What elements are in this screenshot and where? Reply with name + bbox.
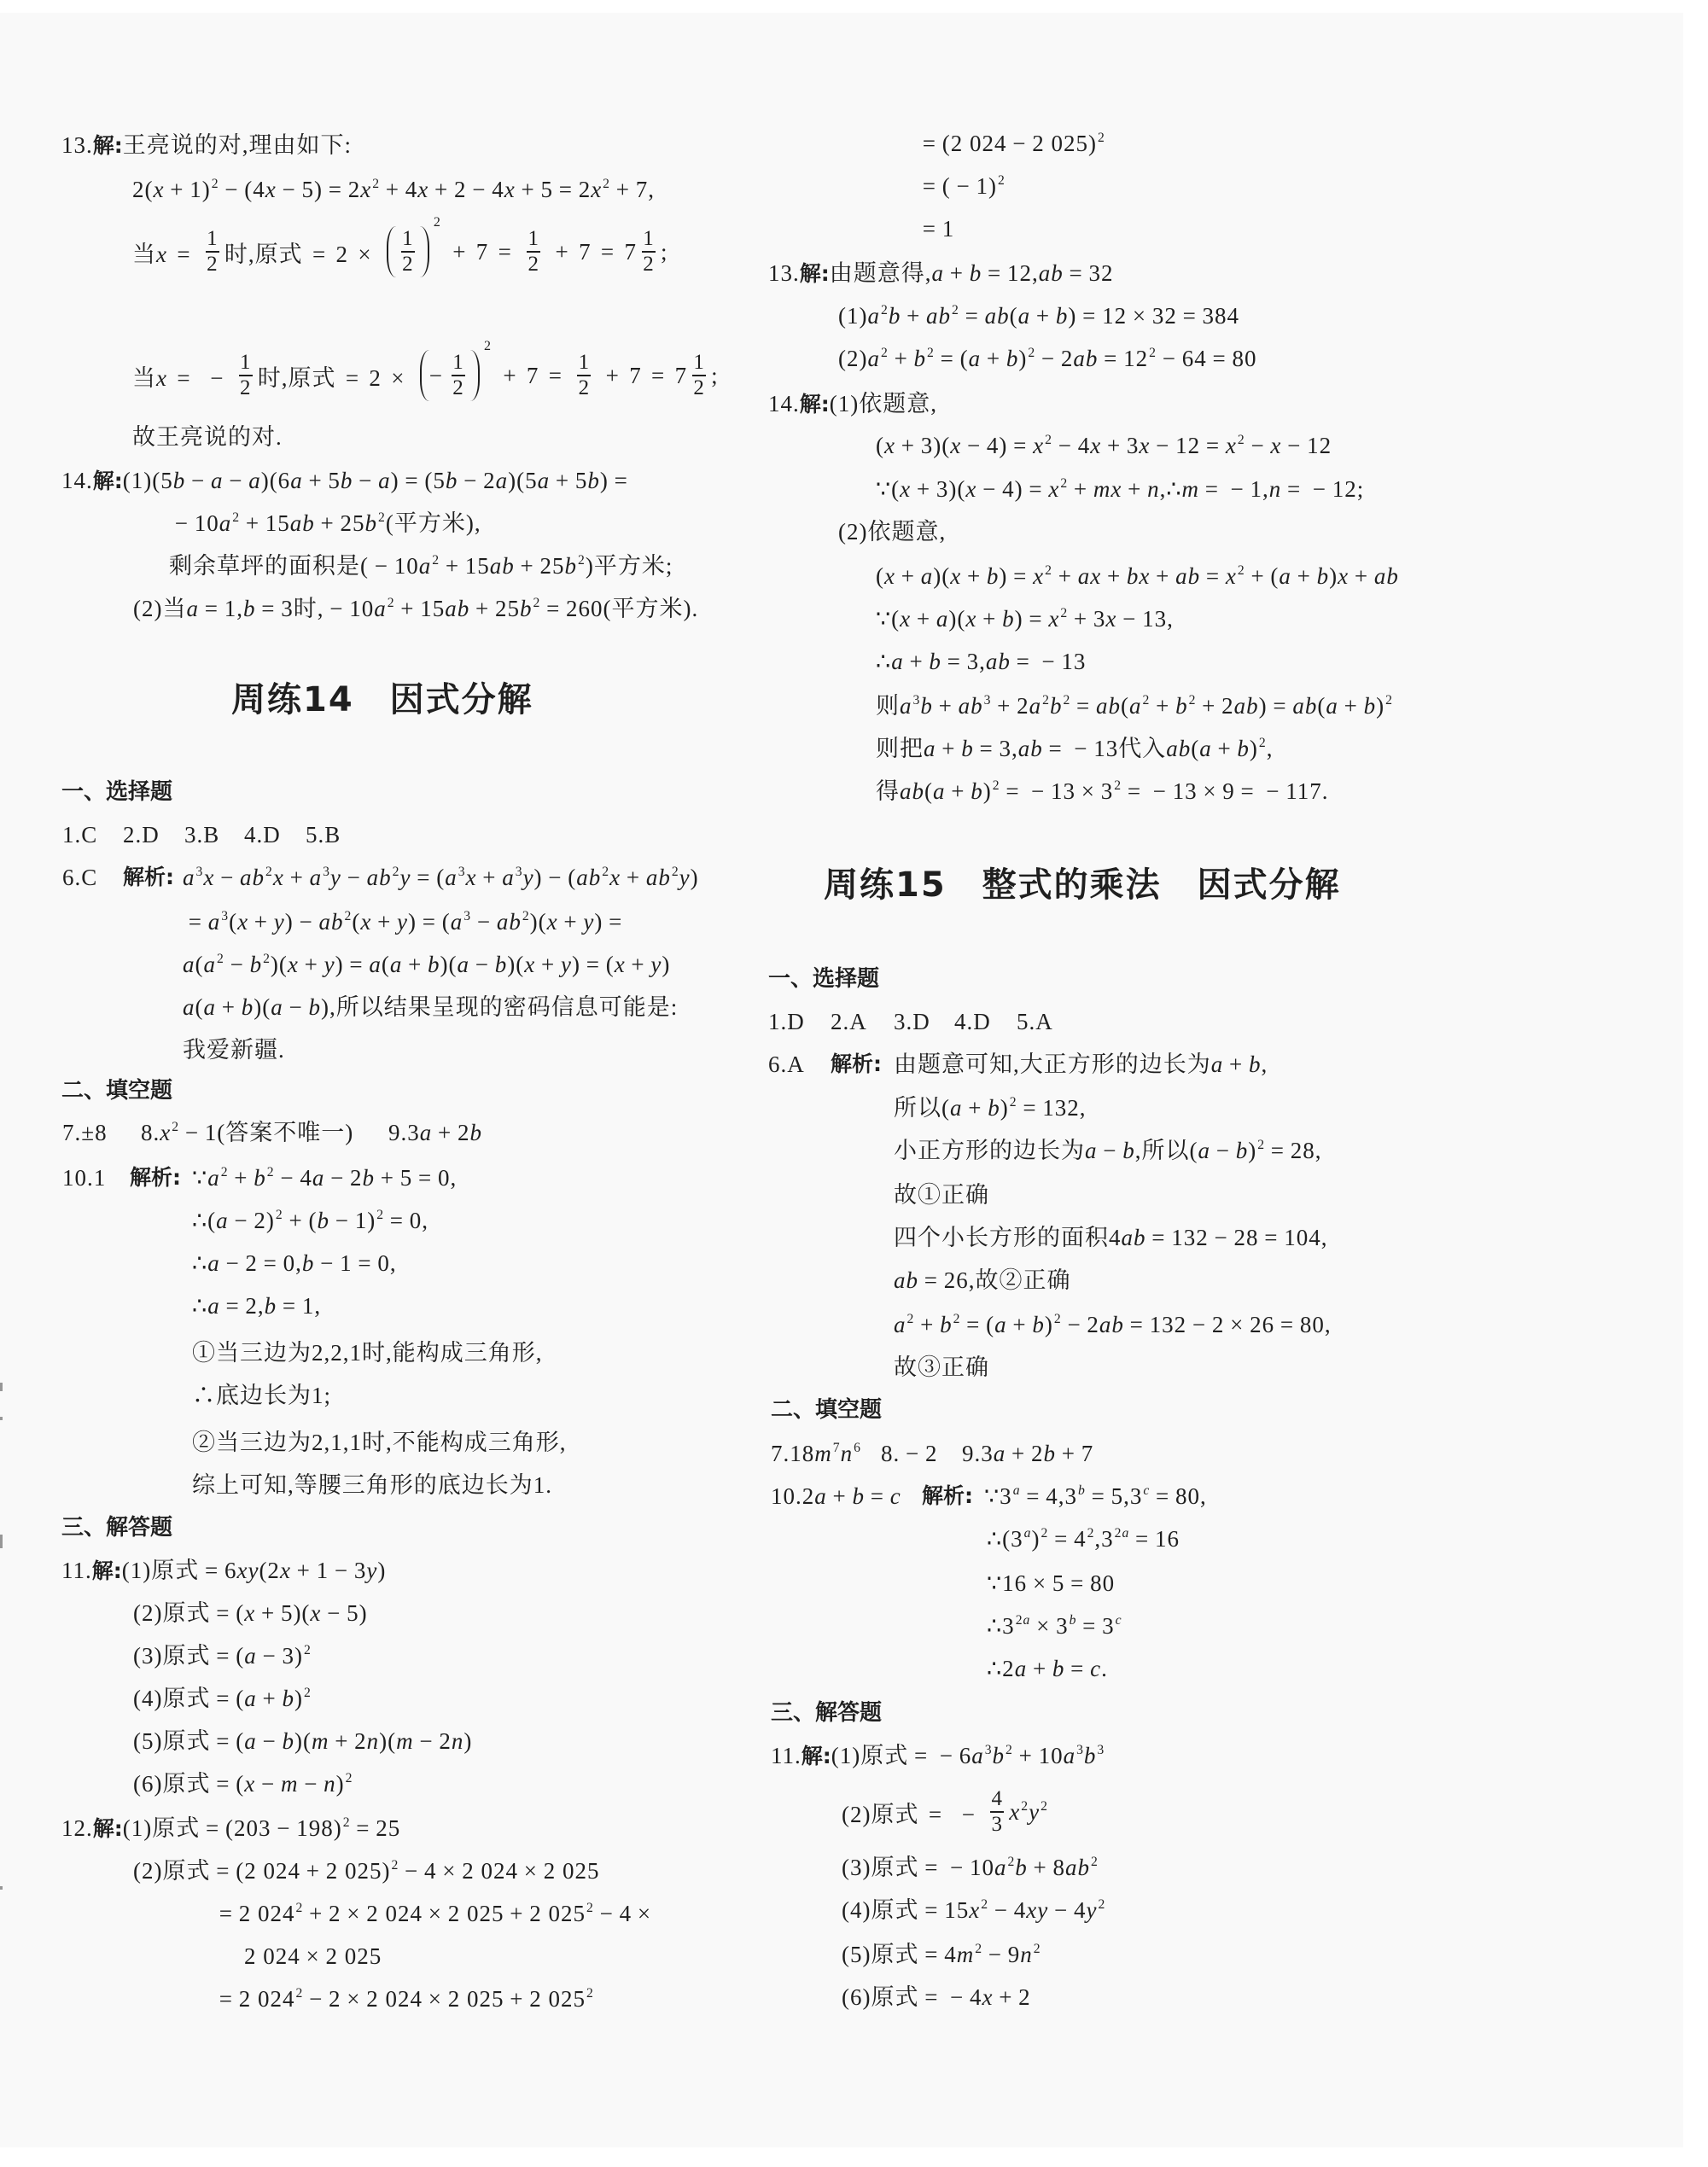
analysis-line xyxy=(183,992,678,1022)
solution-line xyxy=(169,550,673,581)
numerator: 1 xyxy=(402,227,414,250)
analysis-label: 解析: xyxy=(831,1051,882,1076)
solution-line xyxy=(133,1855,599,1886)
fill-answer xyxy=(62,1117,108,1148)
choice-answer xyxy=(123,819,160,850)
solution-line xyxy=(842,1895,1105,1925)
q13-header-line xyxy=(61,130,352,160)
analysis-text: ②当三边为2,1,1时,不能构成三角形, xyxy=(192,1430,567,1455)
analysis-text: ∴(a − $2)^2 + (b - 1)^2 = 0$, xyxy=(192,1208,429,1233)
solution-text: = 2 $024^2 - 2 \times 2$ 024 × 2 025 + 2 $025^2$ xyxy=(219,1986,594,2012)
analysis-line xyxy=(192,1162,457,1193)
solution-text: $(x + 3)(x - 4) = x^2 - 4x + 3x - 12 = x^2 - x - 12$ xyxy=(876,433,1332,458)
answer-text: 5.A xyxy=(1017,1009,1053,1034)
answer-text: $7.18m^7n^6$ xyxy=(771,1441,861,1466)
analysis-text: $a^3x - ab^2x + a^3y - ab^2y = (a^3x + a^3y) - (ab^2x + ab^2y)$ xyxy=(183,865,699,890)
answer-text: 10.1 xyxy=(62,1165,107,1191)
solution-line xyxy=(876,474,1364,504)
solution-fraction-line xyxy=(842,1782,1048,1842)
fraction xyxy=(206,228,219,276)
answer-text: 3.D xyxy=(894,1009,930,1034)
solution-line xyxy=(133,1768,353,1799)
analysis-line xyxy=(987,1653,1108,1684)
solution-label: 解: xyxy=(799,392,830,417)
analysis-line xyxy=(894,1049,1268,1080)
section-heading-fill: 二、填空题 xyxy=(61,1078,173,1104)
solution-text: (4)原式 = $(a + b)^2$ xyxy=(133,1686,312,1711)
solution-text: = (2 024 − 2 025)$^2$ xyxy=(922,131,1105,156)
solution-text: (1)原式 = $(203 - 198)^2 = 25$ xyxy=(122,1815,401,1841)
text-segment: + 7 = xyxy=(503,362,563,388)
analysis-line xyxy=(192,1290,321,1321)
analysis-text: = $a^3(x + y) - ab^2(x + y) = (a^3 - ab^2)(x + y)$ = xyxy=(188,909,623,935)
analysis-text: 小正方形的边长为a − b,所以$(a - b)^2 = 28$, xyxy=(894,1138,1322,1163)
text-segment: 当x = xyxy=(132,241,191,267)
solution-line xyxy=(917,171,1006,201)
q14-header-line xyxy=(61,465,634,496)
fraction xyxy=(401,228,415,276)
analysis-label-line xyxy=(831,1049,882,1080)
solution-line xyxy=(842,1939,1041,1970)
answer-text: 10.2a + b = c xyxy=(771,1483,901,1509)
analysis-line xyxy=(894,1180,989,1210)
analysis-text: $\therefore(3^a)^2 = 4^2,3^{2a} = 16$ xyxy=(987,1526,1180,1552)
analysis-text: $\because a^2 + b^2 - 4a - 2b + 5 = 0$, xyxy=(192,1165,458,1191)
answer-text: $8.x^2 - 1$(答案不唯一) xyxy=(141,1120,354,1145)
fraction xyxy=(452,352,465,399)
section-heading-choice: 一、选择题 xyxy=(768,966,880,992)
question-number: 11. xyxy=(61,1558,92,1583)
solution-line xyxy=(838,516,946,547)
denominator: 2 xyxy=(528,253,539,276)
choice-answer xyxy=(244,819,281,850)
analysis-text: 综上可知,等腰三角形的底边长为1. xyxy=(192,1472,552,1498)
page-title-week14: 周练14 因式分解 xyxy=(231,680,533,719)
analysis-line xyxy=(183,906,628,937)
solution-text: (2)原式 = (2 024 + 2 025)$^2$ − 4 × 2 024 × 2 025 xyxy=(133,1858,600,1884)
denominator: 2 xyxy=(207,253,219,276)
solution-line xyxy=(876,430,1332,461)
choice-answer xyxy=(894,1006,930,1037)
solution-text: ∴a + b = 3,ab = − 13 xyxy=(876,649,1087,674)
solution-line xyxy=(132,422,283,452)
denominator: 2 xyxy=(693,376,705,399)
text-segment: + 7 = 7 xyxy=(555,238,637,265)
q10-answer xyxy=(62,1162,106,1193)
solution-text: ∵(x + $3)(x - 4) = x^2$ + mx + n,∴m = − 1,n = − 12; xyxy=(876,476,1365,502)
choice-answer xyxy=(1017,1006,1053,1037)
analysis-line xyxy=(192,1470,552,1500)
analysis-text: 由题意可知,大正方形的边长为a + b, xyxy=(894,1051,1268,1077)
solution-text: = 2 $024^2 + 2 \times 2$ 024 × 2 025 + 2 $025^2 - 4$ × xyxy=(219,1901,652,1926)
answer-text: 1.D xyxy=(768,1009,805,1034)
text-segment: 时,原式 = 2 × xyxy=(224,241,372,267)
analysis-label: 解析: xyxy=(130,1165,181,1190)
answer-text: 9.3a + 2b + 7 xyxy=(962,1441,1094,1466)
solution-text: (1)原式 = − $6a^3b^2 + 10a^3b^3$ xyxy=(831,1743,1105,1768)
analysis-text: ①当三边为2,2,1时,能构成三角形, xyxy=(192,1340,543,1366)
analysis-line xyxy=(183,862,699,893)
solution-line xyxy=(876,733,1274,764)
solution-text: (3)原式 = − $10a^2b + 8ab^2$ xyxy=(842,1855,1099,1880)
q11-header-line xyxy=(771,1740,1105,1771)
solution-text: 由题意得,a + b = 12,ab = 32 xyxy=(829,260,1114,286)
q13-header-line xyxy=(768,258,1113,288)
solution-text: 2 024 × 2 025 xyxy=(244,1943,382,1969)
analysis-line xyxy=(192,1427,567,1458)
conclusion-text: 故王亮说的对. xyxy=(132,424,283,450)
q6-answer xyxy=(62,862,97,893)
q11-header-line xyxy=(61,1555,386,1586)
analysis-text: 所以$(a + b)^2 = 132$, xyxy=(894,1095,1087,1121)
analysis-line xyxy=(894,1222,1327,1253)
text-segment: 时,原式 = 2 × xyxy=(257,364,405,391)
solution-text: (5)原式 = $4m^2 - 9n^2$ xyxy=(842,1942,1041,1967)
fill-answer xyxy=(388,1117,482,1148)
numerator: 1 xyxy=(240,351,252,374)
analysis-line xyxy=(894,1265,1070,1296)
right-paren xyxy=(420,226,429,277)
analysis-line xyxy=(192,1380,331,1411)
analysis-text: $\because 3^a = 4,3^b = 5,3^c = 80$, xyxy=(984,1483,1207,1509)
solution-text: 得$ab(a + b)^2$ = − $13 \times 3^2$ = − 13 × 9 = − 117. xyxy=(876,778,1329,804)
answer-text: 4.D xyxy=(244,822,281,848)
analysis-line xyxy=(984,1481,1207,1512)
q14-header-line xyxy=(768,388,937,419)
solution-text: ∵(x + $a)(x + b) = x^2 + 3x - 13$, xyxy=(876,606,1174,632)
answer-text: 3.B xyxy=(184,822,220,848)
analysis-label-line xyxy=(130,1162,181,1193)
solution-line xyxy=(133,1598,368,1628)
solution-text: (1)依题意, xyxy=(829,391,937,417)
answer-text: 6.C xyxy=(62,865,98,890)
exponent: 2 xyxy=(484,339,493,353)
analysis-line xyxy=(894,1352,989,1383)
question-number: 14. xyxy=(61,468,93,493)
denominator: 2 xyxy=(240,376,252,399)
solution-text: $(1)a^2b + ab^2 = ab(a + b) = 12 \times 32 = 384$ xyxy=(838,303,1240,329)
analysis-line xyxy=(192,1337,543,1368)
solution-text: − $10a^2 + 15ab + 25b^2$(平方米), xyxy=(174,510,481,536)
question-number: 11. xyxy=(771,1743,802,1768)
scan-mark xyxy=(0,1417,3,1420)
text-segment: + 7 = xyxy=(452,238,512,265)
choice-answer xyxy=(306,819,341,850)
solution-text: (1)(5b − a − a)(6a + 5b − a) = (5b − 2a)(5a + 5b) = xyxy=(122,468,628,493)
solution-text: $(2)a^2 + b^2 = (a + b)^2 - 2ab = 12^2 - 64 = 80$ xyxy=(838,346,1257,371)
analysis-text: ∴a − 2 = 0,b − 1 = 0, xyxy=(192,1250,397,1276)
answer-text: 6.A xyxy=(768,1051,805,1077)
analysis-line xyxy=(894,1135,1322,1166)
question-number: 13. xyxy=(61,132,93,158)
left-paren xyxy=(387,226,396,277)
solution-line xyxy=(876,776,1329,807)
analysis-text: ∴底边长为1; xyxy=(192,1383,332,1408)
analysis-label-line xyxy=(123,862,174,893)
solution-text: (2)依题意, xyxy=(838,519,947,545)
analysis-label: 解析: xyxy=(123,865,174,889)
analysis-line xyxy=(894,1309,1332,1340)
solution-line xyxy=(876,646,1086,677)
expansion-text: $2(x + 1)^2 - (4x - 5) = 2x^2 + 4x + 2 - 4x + 5 = 2x^2 + 7$, xyxy=(132,177,655,202)
solution-line xyxy=(133,593,698,624)
analysis-text: a(a + b)(a − b),所以结果呈现的密码信息可能是: xyxy=(183,994,679,1020)
parenthesized-fraction xyxy=(387,215,441,277)
fraction xyxy=(577,352,591,399)
choice-answer xyxy=(62,819,97,850)
solution-line xyxy=(213,1898,657,1929)
answer-text: 5.B xyxy=(306,822,341,848)
solution-line xyxy=(917,213,954,244)
analysis-line xyxy=(192,1205,428,1236)
numerator: 1 xyxy=(643,227,655,250)
solution-label: 解: xyxy=(92,133,123,158)
denominator: 3 xyxy=(991,1813,1004,1836)
analysis-text: 故③正确 xyxy=(894,1354,989,1380)
analysis-line xyxy=(183,1034,285,1065)
solution-line xyxy=(838,343,1256,374)
scan-mark xyxy=(0,1886,3,1890)
solution-line xyxy=(133,1640,312,1671)
solution-text: (5)原式 = (a − b)(m + 2n)(m − 2n) xyxy=(133,1728,473,1754)
answer-text: 1.C xyxy=(62,822,98,848)
analysis-text: $a^2 + b^2 = (a + b)^2 - 2ab = 132 - 2 \times 26 = 80$, xyxy=(894,1312,1332,1337)
solution-text: (1)原式 = 6xy(2x + 1 − 3y) xyxy=(121,1558,387,1583)
solution-line xyxy=(244,1941,382,1972)
question-number: 12. xyxy=(61,1815,93,1841)
numerator: 1 xyxy=(207,227,219,250)
analysis-text: ∴2a + b = c. xyxy=(987,1656,1108,1681)
fraction xyxy=(642,228,656,276)
left-paren xyxy=(420,350,429,401)
solution-line xyxy=(842,1982,1031,2013)
solution-line xyxy=(133,1683,312,1714)
solution-text: (4)原式 = $15x^2 - 4xy - 4y^2$ xyxy=(842,1897,1106,1923)
analysis-text: ab = 26,故②正确 xyxy=(894,1267,1071,1293)
analysis-line xyxy=(183,949,670,980)
exponent: 2 xyxy=(433,215,441,230)
choice-answer xyxy=(954,1006,991,1037)
question-number: 13. xyxy=(768,260,800,286)
solution-line xyxy=(917,128,1105,159)
section-heading-choice: 一、选择题 xyxy=(61,779,173,805)
numerator: 4 xyxy=(991,1787,1004,1810)
scan-mark xyxy=(0,1383,3,1391)
solution-line xyxy=(842,1852,1099,1883)
solution-text: 王亮说的对,理由如下: xyxy=(122,132,353,158)
analysis-text: $\therefore 3^{2a} \times 3^b = 3^c$ xyxy=(987,1613,1122,1639)
solution-text: (2)原式 = (x + 5)(x − 5) xyxy=(133,1600,368,1626)
solution-text: = ( − 1)$^2$ xyxy=(922,173,1006,199)
answer-text: 2.A xyxy=(831,1009,867,1034)
solution-label: 解: xyxy=(801,1744,831,1768)
question-number: 14. xyxy=(768,391,800,417)
solution-label: 解: xyxy=(92,1816,123,1841)
solution-label: 解: xyxy=(92,469,123,493)
fill-answer xyxy=(771,1438,861,1469)
fill-answer xyxy=(141,1117,353,1148)
answer-text: 7.±8 xyxy=(62,1120,108,1145)
right-paren xyxy=(470,350,480,401)
analysis-text: ∴a = 2,b = 1, xyxy=(192,1293,322,1319)
solution-text: 则$a^3b + ab^3 + 2a^2b^2 = ab(a^2 + b^2 + 2ab) = ab(a + b)^2$ xyxy=(876,693,1393,719)
text-segment: ; xyxy=(711,362,719,388)
solution-line xyxy=(213,1984,594,2014)
answer-text: 8. − 2 xyxy=(881,1441,938,1466)
analysis-text: 四个小长方形的面积4ab = 132 − 28 = 104, xyxy=(894,1225,1328,1250)
numerator: 1 xyxy=(578,351,591,374)
solution-line xyxy=(133,1726,472,1756)
solution-text: (3)原式 = $(a - 3)^2$ xyxy=(133,1643,312,1669)
analysis-label: 解析: xyxy=(922,1483,973,1508)
choice-answer xyxy=(768,1006,805,1037)
solution-line xyxy=(838,300,1239,331)
section-heading-fill: 二、填空题 xyxy=(771,1397,883,1423)
solution-line xyxy=(876,690,1393,721)
solution-line xyxy=(169,508,481,539)
fraction xyxy=(692,352,706,399)
solution-line xyxy=(876,561,1399,591)
case-positive-half-line xyxy=(132,215,668,282)
analysis-text: ∵16 × 5 = 80 xyxy=(987,1570,1116,1596)
answer-text: 9.3a + 2b xyxy=(388,1120,482,1145)
fraction xyxy=(990,1788,1004,1836)
denominator: 2 xyxy=(452,376,464,399)
denominator: 2 xyxy=(402,253,414,276)
q12-header-line xyxy=(61,1813,400,1844)
solution-line xyxy=(876,603,1174,634)
analysis-line xyxy=(192,1248,397,1279)
analysis-line xyxy=(987,1611,1122,1641)
numerator: 1 xyxy=(452,351,464,374)
q10-answer xyxy=(771,1481,901,1512)
section-heading-solve: 三、解答题 xyxy=(771,1700,883,1726)
fill-answer xyxy=(881,1438,937,1469)
case-negative-half-line xyxy=(132,339,719,405)
text-segment: + 7 = 7 xyxy=(605,362,688,388)
solution-text: (2)当a = 1,b = 3时, − $10a^2 + 15ab + 25b^2 = 260$(平方米). xyxy=(133,596,699,621)
page-title-week15: 周练15 整式的乘法 因式分解 xyxy=(824,865,1341,905)
denominator: 2 xyxy=(578,376,591,399)
solution-label: 解: xyxy=(91,1558,122,1583)
answer-text: 4.D xyxy=(954,1009,991,1034)
text-segment: 当x = − xyxy=(132,364,224,391)
solution-text: 则把a + b = 3,ab = − 13代入$ab(a + b)^2$, xyxy=(876,736,1274,761)
analysis-line xyxy=(894,1092,1087,1123)
analysis-label-line xyxy=(922,1481,973,1512)
fill-answer xyxy=(962,1438,1093,1469)
text-segment: ; xyxy=(660,238,668,265)
numerator: 1 xyxy=(693,351,705,374)
section-heading-solve: 三、解答题 xyxy=(61,1515,173,1541)
solution-text: (6)原式 = − 4x + 2 xyxy=(842,1984,1031,2010)
denominator: 2 xyxy=(643,253,655,276)
choice-answer xyxy=(831,1006,867,1037)
solution-text: $(x + a)(x + b) = x^2$ + ax + bx + ab = $x^2 + (a + b)x$ + ab xyxy=(876,563,1399,589)
solution-label: 解: xyxy=(799,261,830,286)
solution-text: (6)原式 = $(x - m - n)^2$ xyxy=(133,1771,353,1797)
text-segment: (2)原式 = − xyxy=(842,1801,976,1827)
analysis-text: 我爱新疆. xyxy=(183,1037,285,1063)
solution-text: = 1 xyxy=(922,216,955,242)
minus-sign: − xyxy=(428,362,444,388)
analysis-line xyxy=(987,1523,1180,1554)
choice-answer xyxy=(184,819,219,850)
scan-mark xyxy=(0,1535,3,1548)
q6-answer xyxy=(768,1049,805,1080)
solution-text: 剩余草坪的面积是( − $10a^2 + 15ab + 25b^2$)平方米; xyxy=(169,553,673,579)
solution-line xyxy=(132,174,655,205)
fraction xyxy=(527,228,540,276)
analysis-text: 故①正确 xyxy=(894,1182,989,1208)
parenthesized-fraction xyxy=(420,339,493,401)
answer-text: 2.D xyxy=(123,822,160,848)
text-segment: $x^2y^2$ xyxy=(1009,1798,1048,1825)
numerator: 1 xyxy=(528,227,539,250)
fraction xyxy=(239,352,253,399)
analysis-line xyxy=(987,1568,1115,1599)
analysis-text: $a(a^2 - b^2)(x + y) = a(a + b)(a - b)(x + y) = (x + y)$ xyxy=(183,952,671,977)
